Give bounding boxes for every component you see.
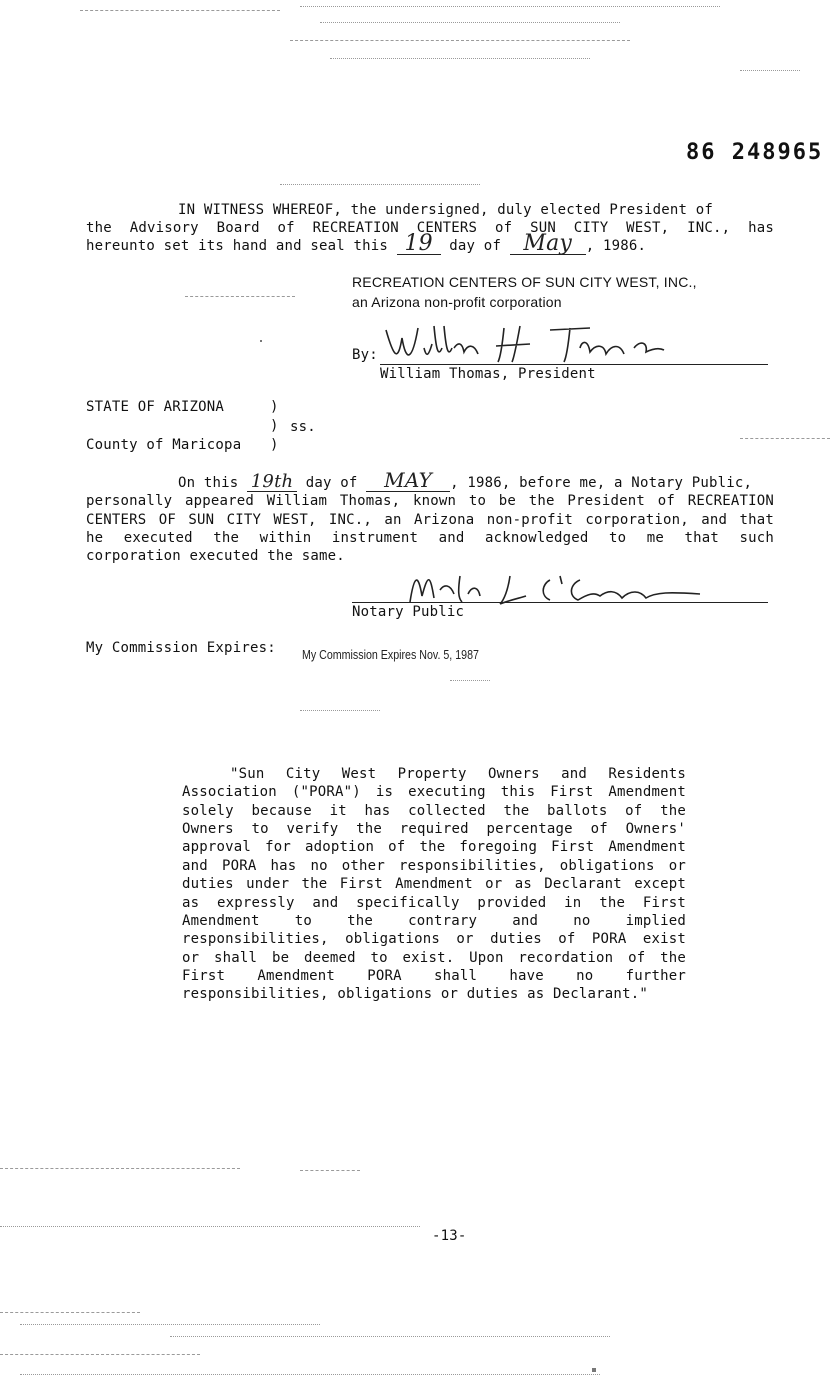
witness-pre: hereunto set its hand and seal this [86, 238, 389, 254]
witness-line-1: IN WITNESS WHEREOF, the undersigned, duly elected President of [178, 202, 713, 218]
pora-line: approval for adoption of the foregoing First Amendment [182, 839, 686, 855]
notary-month-blank [366, 468, 450, 492]
pora-line: and PORA has no other responsibilities, obligations or [182, 858, 686, 874]
president-signature [384, 318, 684, 372]
notary-label: Notary Public [352, 604, 465, 620]
bracket-2: ) [270, 418, 279, 434]
pora-line: Owners to verify the required percentage of Owners' [182, 821, 686, 837]
witness-month-handwritten: May [523, 231, 573, 256]
pora-line: Association ("PORA") is executing this First Amendment [182, 784, 686, 800]
witness-mid: day of [449, 238, 502, 254]
bracket-1: ) [270, 399, 279, 415]
pora-line: as expressly and specifically provided in the First [182, 895, 686, 911]
state-label: STATE OF ARIZONA [86, 399, 225, 415]
notary-line-1 [178, 468, 774, 492]
pora-line: First Amendment PORA shall have no further [182, 968, 686, 984]
document-number: 86 248965 [686, 140, 824, 165]
county-label: County of Maricopa [86, 437, 242, 453]
witness-line-3 [86, 231, 647, 256]
notary-day-handwritten: 19th [250, 471, 294, 492]
notary-month-handwritten: MAY [384, 468, 433, 492]
corp-name: RECREATION CENTERS OF SUN CITY WEST, INC., [352, 274, 697, 290]
notary-line-5: corporation executed the same. [86, 548, 345, 564]
by-label: By: [352, 347, 378, 363]
page-number: -13- [432, 1228, 467, 1244]
witness-line-2: the Advisory Board of RECREATION CENTERS of SUN CITY WEST, INC., has [86, 220, 774, 236]
notary-line-2: personally appeared William Thomas, known to be the President of RECREATION [86, 493, 774, 509]
pora-line: "Sun City West Property Owners and Residents [230, 766, 686, 782]
pora-line: responsibilities, obligations or duties of PORA exist [182, 931, 686, 947]
witness-post: , 1986. [585, 238, 647, 254]
commission-label: My Commission Expires: [86, 640, 276, 656]
pora-line: Amendment to the contrary and no implied [182, 913, 686, 929]
commission-stamp: My Commission Expires Nov. 5, 1987 [302, 647, 479, 662]
notary-line-4: he executed the within instrument and acknowledged to me that such [86, 530, 774, 546]
witness-day-blank [397, 231, 441, 256]
bracket-3: ) [270, 437, 279, 453]
ss-label: ss. [290, 419, 316, 435]
notary-day-blank [247, 471, 297, 492]
notary-signature-line [352, 602, 768, 603]
pora-line: or shall be deemed to exist. Upon recordation of the [182, 950, 686, 966]
notary-pre: On this [178, 475, 239, 491]
notary-post: , 1986, before me, a Notary Public, [450, 475, 753, 491]
notary-mid: day of [305, 475, 358, 491]
signer-name-title: William Thomas, President [380, 366, 596, 382]
pora-line: solely because it has collected the ballots of the [182, 803, 686, 819]
corp-description: an Arizona non-profit corporation [352, 294, 562, 310]
witness-day-handwritten: 19 [404, 231, 433, 256]
witness-month-blank [510, 231, 586, 256]
notary-line-3: CENTERS OF SUN CITY WEST, INC., an Arizona non-profit corporation, and that [86, 512, 774, 528]
pora-line: duties under the First Amendment or as Declarant except [182, 876, 686, 892]
pora-line: responsibilities, obligations or duties as Declarant." [182, 986, 648, 1002]
